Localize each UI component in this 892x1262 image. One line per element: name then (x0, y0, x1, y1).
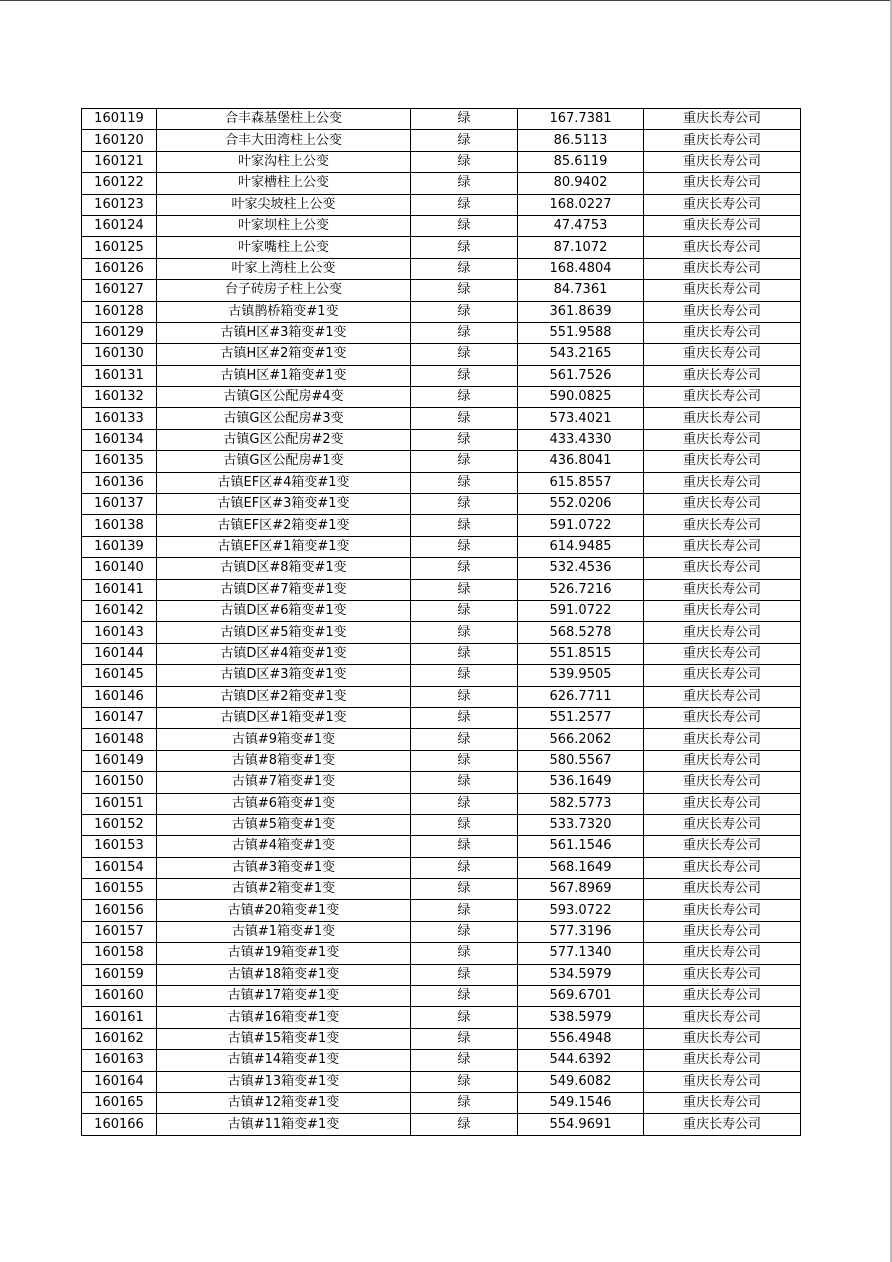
status-cell: 绿 (411, 494, 518, 515)
company-cell: 重庆长寿公司 (644, 494, 801, 515)
id-cell: 160166 (82, 1114, 157, 1135)
name-cell: 合丰森基堡柱上公变 (157, 109, 411, 130)
status-cell: 绿 (411, 857, 518, 878)
status-cell: 绿 (411, 707, 518, 728)
id-cell: 160140 (82, 558, 157, 579)
status-cell: 绿 (411, 515, 518, 536)
table-row (82, 900, 801, 921)
status-cell: 绿 (411, 1028, 518, 1049)
name-cell: 古镇#5箱变#1变 (157, 814, 411, 835)
value-cell: 591.0722 (518, 600, 644, 621)
status-cell: 绿 (411, 215, 518, 236)
status-cell: 绿 (411, 900, 518, 921)
value-cell: 544.6392 (518, 1050, 644, 1071)
id-cell: 160136 (82, 472, 157, 493)
table-row (82, 964, 801, 985)
name-cell: 古镇#1箱变#1变 (157, 921, 411, 942)
name-cell: 叶家槽柱上公变 (157, 173, 411, 194)
id-cell: 160162 (82, 1028, 157, 1049)
id-cell: 160147 (82, 707, 157, 728)
name-cell: 古镇H区#3箱变#1变 (157, 322, 411, 343)
id-cell: 160132 (82, 387, 157, 408)
status-cell: 绿 (411, 322, 518, 343)
table-row (82, 451, 801, 472)
value-cell: 361.8639 (518, 301, 644, 322)
status-cell: 绿 (411, 151, 518, 172)
name-cell: 古镇D区#2箱变#1变 (157, 686, 411, 707)
id-cell: 160126 (82, 258, 157, 279)
name-cell: 合丰大田湾柱上公变 (157, 130, 411, 151)
table-row (82, 622, 801, 643)
id-cell: 160161 (82, 1007, 157, 1028)
id-cell: 160156 (82, 900, 157, 921)
id-cell: 160160 (82, 986, 157, 1007)
name-cell: 古镇D区#1箱变#1变 (157, 707, 411, 728)
id-cell: 160133 (82, 408, 157, 429)
table-row (82, 686, 801, 707)
id-cell: 160141 (82, 579, 157, 600)
value-cell: 615.8557 (518, 472, 644, 493)
name-cell: 古镇#17箱变#1变 (157, 986, 411, 1007)
status-cell: 绿 (411, 622, 518, 643)
status-cell: 绿 (411, 1071, 518, 1092)
table-row (82, 237, 801, 258)
id-cell: 160137 (82, 494, 157, 515)
name-cell: 古镇#16箱变#1变 (157, 1007, 411, 1028)
id-cell: 160163 (82, 1050, 157, 1071)
id-cell: 160121 (82, 151, 157, 172)
company-cell: 重庆长寿公司 (644, 536, 801, 557)
name-cell: 古镇#2箱变#1变 (157, 879, 411, 900)
id-cell: 160164 (82, 1071, 157, 1092)
id-cell: 160127 (82, 280, 157, 301)
value-cell: 80.9402 (518, 173, 644, 194)
id-cell: 160122 (82, 173, 157, 194)
company-cell: 重庆长寿公司 (644, 365, 801, 386)
id-cell: 160158 (82, 943, 157, 964)
company-cell: 重庆长寿公司 (644, 237, 801, 258)
company-cell: 重庆长寿公司 (644, 921, 801, 942)
value-cell: 536.1649 (518, 772, 644, 793)
status-cell: 绿 (411, 194, 518, 215)
table-row (82, 643, 801, 664)
value-cell: 554.9691 (518, 1114, 644, 1135)
name-cell: 古镇G区公配房#1变 (157, 451, 411, 472)
id-cell: 160146 (82, 686, 157, 707)
value-cell: 552.0206 (518, 494, 644, 515)
table-row (82, 836, 801, 857)
table-row (82, 1007, 801, 1028)
status-cell: 绿 (411, 130, 518, 151)
status-cell: 绿 (411, 729, 518, 750)
page-top-border (0, 0, 892, 1)
value-cell: 577.3196 (518, 921, 644, 942)
status-cell: 绿 (411, 536, 518, 557)
table-row (82, 665, 801, 686)
id-cell: 160142 (82, 600, 157, 621)
id-cell: 160151 (82, 793, 157, 814)
table-row (82, 515, 801, 536)
table-row (82, 1071, 801, 1092)
company-cell: 重庆长寿公司 (644, 857, 801, 878)
name-cell: 叶家坝柱上公变 (157, 215, 411, 236)
name-cell: 古镇EF区#4箱变#1变 (157, 472, 411, 493)
status-cell: 绿 (411, 772, 518, 793)
name-cell: 古镇#19箱变#1变 (157, 943, 411, 964)
status-cell: 绿 (411, 109, 518, 130)
value-cell: 168.0227 (518, 194, 644, 215)
name-cell: 古镇#20箱变#1变 (157, 900, 411, 921)
value-cell: 538.5979 (518, 1007, 644, 1028)
table-row (82, 1114, 801, 1135)
id-cell: 160149 (82, 750, 157, 771)
company-cell: 重庆长寿公司 (644, 151, 801, 172)
company-cell: 重庆长寿公司 (644, 772, 801, 793)
table-row (82, 793, 801, 814)
company-cell: 重庆长寿公司 (644, 793, 801, 814)
id-cell: 160145 (82, 665, 157, 686)
id-cell: 160119 (82, 109, 157, 130)
table-row (82, 429, 801, 450)
company-cell: 重庆长寿公司 (644, 750, 801, 771)
company-cell: 重庆长寿公司 (644, 900, 801, 921)
id-cell: 160123 (82, 194, 157, 215)
status-cell: 绿 (411, 429, 518, 450)
id-cell: 160131 (82, 365, 157, 386)
company-cell: 重庆长寿公司 (644, 1050, 801, 1071)
status-cell: 绿 (411, 451, 518, 472)
company-cell: 重庆长寿公司 (644, 643, 801, 664)
company-cell: 重庆长寿公司 (644, 1071, 801, 1092)
name-cell: 古镇#4箱变#1变 (157, 836, 411, 857)
value-cell: 582.5773 (518, 793, 644, 814)
table-row (82, 472, 801, 493)
value-cell: 591.0722 (518, 515, 644, 536)
status-cell: 绿 (411, 814, 518, 835)
id-cell: 160124 (82, 215, 157, 236)
value-cell: 561.1546 (518, 836, 644, 857)
id-cell: 160135 (82, 451, 157, 472)
table-row (82, 365, 801, 386)
name-cell: 叶家上湾柱上公变 (157, 258, 411, 279)
status-cell: 绿 (411, 1114, 518, 1135)
value-cell: 549.1546 (518, 1092, 644, 1113)
value-cell: 87.1072 (518, 237, 644, 258)
company-cell: 重庆长寿公司 (644, 1114, 801, 1135)
status-cell: 绿 (411, 280, 518, 301)
company-cell: 重庆长寿公司 (644, 665, 801, 686)
company-cell: 重庆长寿公司 (644, 729, 801, 750)
id-cell: 160165 (82, 1092, 157, 1113)
status-cell: 绿 (411, 472, 518, 493)
company-cell: 重庆长寿公司 (644, 600, 801, 621)
status-cell: 绿 (411, 258, 518, 279)
id-cell: 160157 (82, 921, 157, 942)
name-cell: 古镇#9箱变#1变 (157, 729, 411, 750)
table-row (82, 921, 801, 942)
name-cell: 古镇G区公配房#4变 (157, 387, 411, 408)
table-row (82, 151, 801, 172)
status-cell: 绿 (411, 750, 518, 771)
status-cell: 绿 (411, 1050, 518, 1071)
name-cell: 古镇D区#5箱变#1变 (157, 622, 411, 643)
status-cell: 绿 (411, 1007, 518, 1028)
name-cell: 古镇EF区#2箱变#1变 (157, 515, 411, 536)
company-cell: 重庆长寿公司 (644, 194, 801, 215)
status-cell: 绿 (411, 964, 518, 985)
company-cell: 重庆长寿公司 (644, 322, 801, 343)
status-cell: 绿 (411, 301, 518, 322)
value-cell: 551.8515 (518, 643, 644, 664)
status-cell: 绿 (411, 600, 518, 621)
table-row (82, 194, 801, 215)
value-cell: 590.0825 (518, 387, 644, 408)
table-row (82, 707, 801, 728)
id-cell: 160153 (82, 836, 157, 857)
name-cell: 古镇#11箱变#1变 (157, 1114, 411, 1135)
company-cell: 重庆长寿公司 (644, 109, 801, 130)
name-cell: 古镇#12箱变#1变 (157, 1092, 411, 1113)
name-cell: 古镇D区#7箱变#1变 (157, 579, 411, 600)
table-row (82, 600, 801, 621)
status-cell: 绿 (411, 387, 518, 408)
company-cell: 重庆长寿公司 (644, 964, 801, 985)
table-row (82, 173, 801, 194)
id-cell: 160130 (82, 344, 157, 365)
status-cell: 绿 (411, 365, 518, 386)
name-cell: 古镇D区#3箱变#1变 (157, 665, 411, 686)
id-cell: 160154 (82, 857, 157, 878)
value-cell: 85.6119 (518, 151, 644, 172)
value-cell: 534.5979 (518, 964, 644, 985)
company-cell: 重庆长寿公司 (644, 215, 801, 236)
status-cell: 绿 (411, 986, 518, 1007)
table-row (82, 344, 801, 365)
name-cell: 古镇G区公配房#2变 (157, 429, 411, 450)
name-cell: 古镇#6箱变#1变 (157, 793, 411, 814)
table-row (82, 814, 801, 835)
name-cell: 古镇D区#6箱变#1变 (157, 600, 411, 621)
company-cell: 重庆长寿公司 (644, 686, 801, 707)
id-cell: 160144 (82, 643, 157, 664)
value-cell: 551.9588 (518, 322, 644, 343)
table-row (82, 109, 801, 130)
value-cell: 580.5567 (518, 750, 644, 771)
name-cell: 叶家尖坡柱上公变 (157, 194, 411, 215)
table-row (82, 1092, 801, 1113)
status-cell: 绿 (411, 344, 518, 365)
id-cell: 160128 (82, 301, 157, 322)
company-cell: 重庆长寿公司 (644, 130, 801, 151)
table-row (82, 729, 801, 750)
transformer-table (81, 108, 801, 1136)
table-row (82, 494, 801, 515)
id-cell: 160148 (82, 729, 157, 750)
value-cell: 567.8969 (518, 879, 644, 900)
status-cell: 绿 (411, 665, 518, 686)
company-cell: 重庆长寿公司 (644, 707, 801, 728)
table-row (82, 408, 801, 429)
value-cell: 167.7381 (518, 109, 644, 130)
company-cell: 重庆长寿公司 (644, 622, 801, 643)
value-cell: 549.6082 (518, 1071, 644, 1092)
id-cell: 160143 (82, 622, 157, 643)
table-row (82, 879, 801, 900)
company-cell: 重庆长寿公司 (644, 1092, 801, 1113)
table-row (82, 280, 801, 301)
value-cell: 568.1649 (518, 857, 644, 878)
table-row (82, 943, 801, 964)
name-cell: 古镇EF区#3箱变#1变 (157, 494, 411, 515)
value-cell: 47.4753 (518, 215, 644, 236)
id-cell: 160139 (82, 536, 157, 557)
name-cell: 古镇#13箱变#1变 (157, 1071, 411, 1092)
table-row (82, 387, 801, 408)
name-cell: 古镇G区公配房#3变 (157, 408, 411, 429)
id-cell: 160159 (82, 964, 157, 985)
status-cell: 绿 (411, 558, 518, 579)
name-cell: 古镇鹊桥箱变#1变 (157, 301, 411, 322)
table-row (82, 986, 801, 1007)
value-cell: 573.4021 (518, 408, 644, 429)
name-cell: 古镇#14箱变#1变 (157, 1050, 411, 1071)
table-row (82, 772, 801, 793)
id-cell: 160129 (82, 322, 157, 343)
value-cell: 433.4330 (518, 429, 644, 450)
company-cell: 重庆长寿公司 (644, 1007, 801, 1028)
name-cell: 台子砖房子柱上公变 (157, 280, 411, 301)
status-cell: 绿 (411, 943, 518, 964)
value-cell: 593.0722 (518, 900, 644, 921)
value-cell: 539.9505 (518, 665, 644, 686)
company-cell: 重庆长寿公司 (644, 408, 801, 429)
company-cell: 重庆长寿公司 (644, 943, 801, 964)
status-cell: 绿 (411, 879, 518, 900)
table-row (82, 301, 801, 322)
status-cell: 绿 (411, 173, 518, 194)
id-cell: 160134 (82, 429, 157, 450)
name-cell: 古镇EF区#1箱变#1变 (157, 536, 411, 557)
value-cell: 556.4948 (518, 1028, 644, 1049)
id-cell: 160150 (82, 772, 157, 793)
status-cell: 绿 (411, 686, 518, 707)
value-cell: 551.2577 (518, 707, 644, 728)
company-cell: 重庆长寿公司 (644, 1028, 801, 1049)
name-cell: 古镇H区#1箱变#1变 (157, 365, 411, 386)
table-row (82, 215, 801, 236)
company-cell: 重庆长寿公司 (644, 280, 801, 301)
table-row (82, 322, 801, 343)
value-cell: 543.2165 (518, 344, 644, 365)
value-cell: 436.8041 (518, 451, 644, 472)
status-cell: 绿 (411, 408, 518, 429)
company-cell: 重庆长寿公司 (644, 258, 801, 279)
value-cell: 526.7216 (518, 579, 644, 600)
company-cell: 重庆长寿公司 (644, 472, 801, 493)
company-cell: 重庆长寿公司 (644, 173, 801, 194)
status-cell: 绿 (411, 921, 518, 942)
table-body (82, 109, 801, 1136)
value-cell: 569.6701 (518, 986, 644, 1007)
value-cell: 566.2062 (518, 729, 644, 750)
company-cell: 重庆长寿公司 (644, 429, 801, 450)
table-row (82, 579, 801, 600)
status-cell: 绿 (411, 1092, 518, 1113)
table-row (82, 857, 801, 878)
company-cell: 重庆长寿公司 (644, 814, 801, 835)
value-cell: 86.5113 (518, 130, 644, 151)
value-cell: 168.4804 (518, 258, 644, 279)
status-cell: 绿 (411, 793, 518, 814)
company-cell: 重庆长寿公司 (644, 836, 801, 857)
id-cell: 160155 (82, 879, 157, 900)
table-row (82, 1050, 801, 1071)
value-cell: 577.1340 (518, 943, 644, 964)
name-cell: 古镇#18箱变#1变 (157, 964, 411, 985)
value-cell: 84.7361 (518, 280, 644, 301)
company-cell: 重庆长寿公司 (644, 301, 801, 322)
status-cell: 绿 (411, 579, 518, 600)
table-row (82, 1028, 801, 1049)
name-cell: 叶家嘴柱上公变 (157, 237, 411, 258)
id-cell: 160125 (82, 237, 157, 258)
value-cell: 561.7526 (518, 365, 644, 386)
company-cell: 重庆长寿公司 (644, 387, 801, 408)
company-cell: 重庆长寿公司 (644, 986, 801, 1007)
value-cell: 533.7320 (518, 814, 644, 835)
status-cell: 绿 (411, 836, 518, 857)
name-cell: 古镇D区#4箱变#1变 (157, 643, 411, 664)
name-cell: 叶家沟柱上公变 (157, 151, 411, 172)
name-cell: 古镇#3箱变#1变 (157, 857, 411, 878)
status-cell: 绿 (411, 237, 518, 258)
value-cell: 532.4536 (518, 558, 644, 579)
table-row (82, 130, 801, 151)
company-cell: 重庆长寿公司 (644, 579, 801, 600)
company-cell: 重庆长寿公司 (644, 451, 801, 472)
id-cell: 160138 (82, 515, 157, 536)
table-row (82, 750, 801, 771)
company-cell: 重庆长寿公司 (644, 879, 801, 900)
table-row (82, 258, 801, 279)
value-cell: 626.7711 (518, 686, 644, 707)
value-cell: 614.9485 (518, 536, 644, 557)
id-cell: 160152 (82, 814, 157, 835)
table-row (82, 558, 801, 579)
company-cell: 重庆长寿公司 (644, 515, 801, 536)
id-cell: 160120 (82, 130, 157, 151)
company-cell: 重庆长寿公司 (644, 558, 801, 579)
table-row (82, 536, 801, 557)
name-cell: 古镇#8箱变#1变 (157, 750, 411, 771)
name-cell: 古镇#15箱变#1变 (157, 1028, 411, 1049)
company-cell: 重庆长寿公司 (644, 344, 801, 365)
value-cell: 568.5278 (518, 622, 644, 643)
name-cell: 古镇D区#8箱变#1变 (157, 558, 411, 579)
name-cell: 古镇H区#2箱变#1变 (157, 344, 411, 365)
name-cell: 古镇#7箱变#1变 (157, 772, 411, 793)
status-cell: 绿 (411, 643, 518, 664)
